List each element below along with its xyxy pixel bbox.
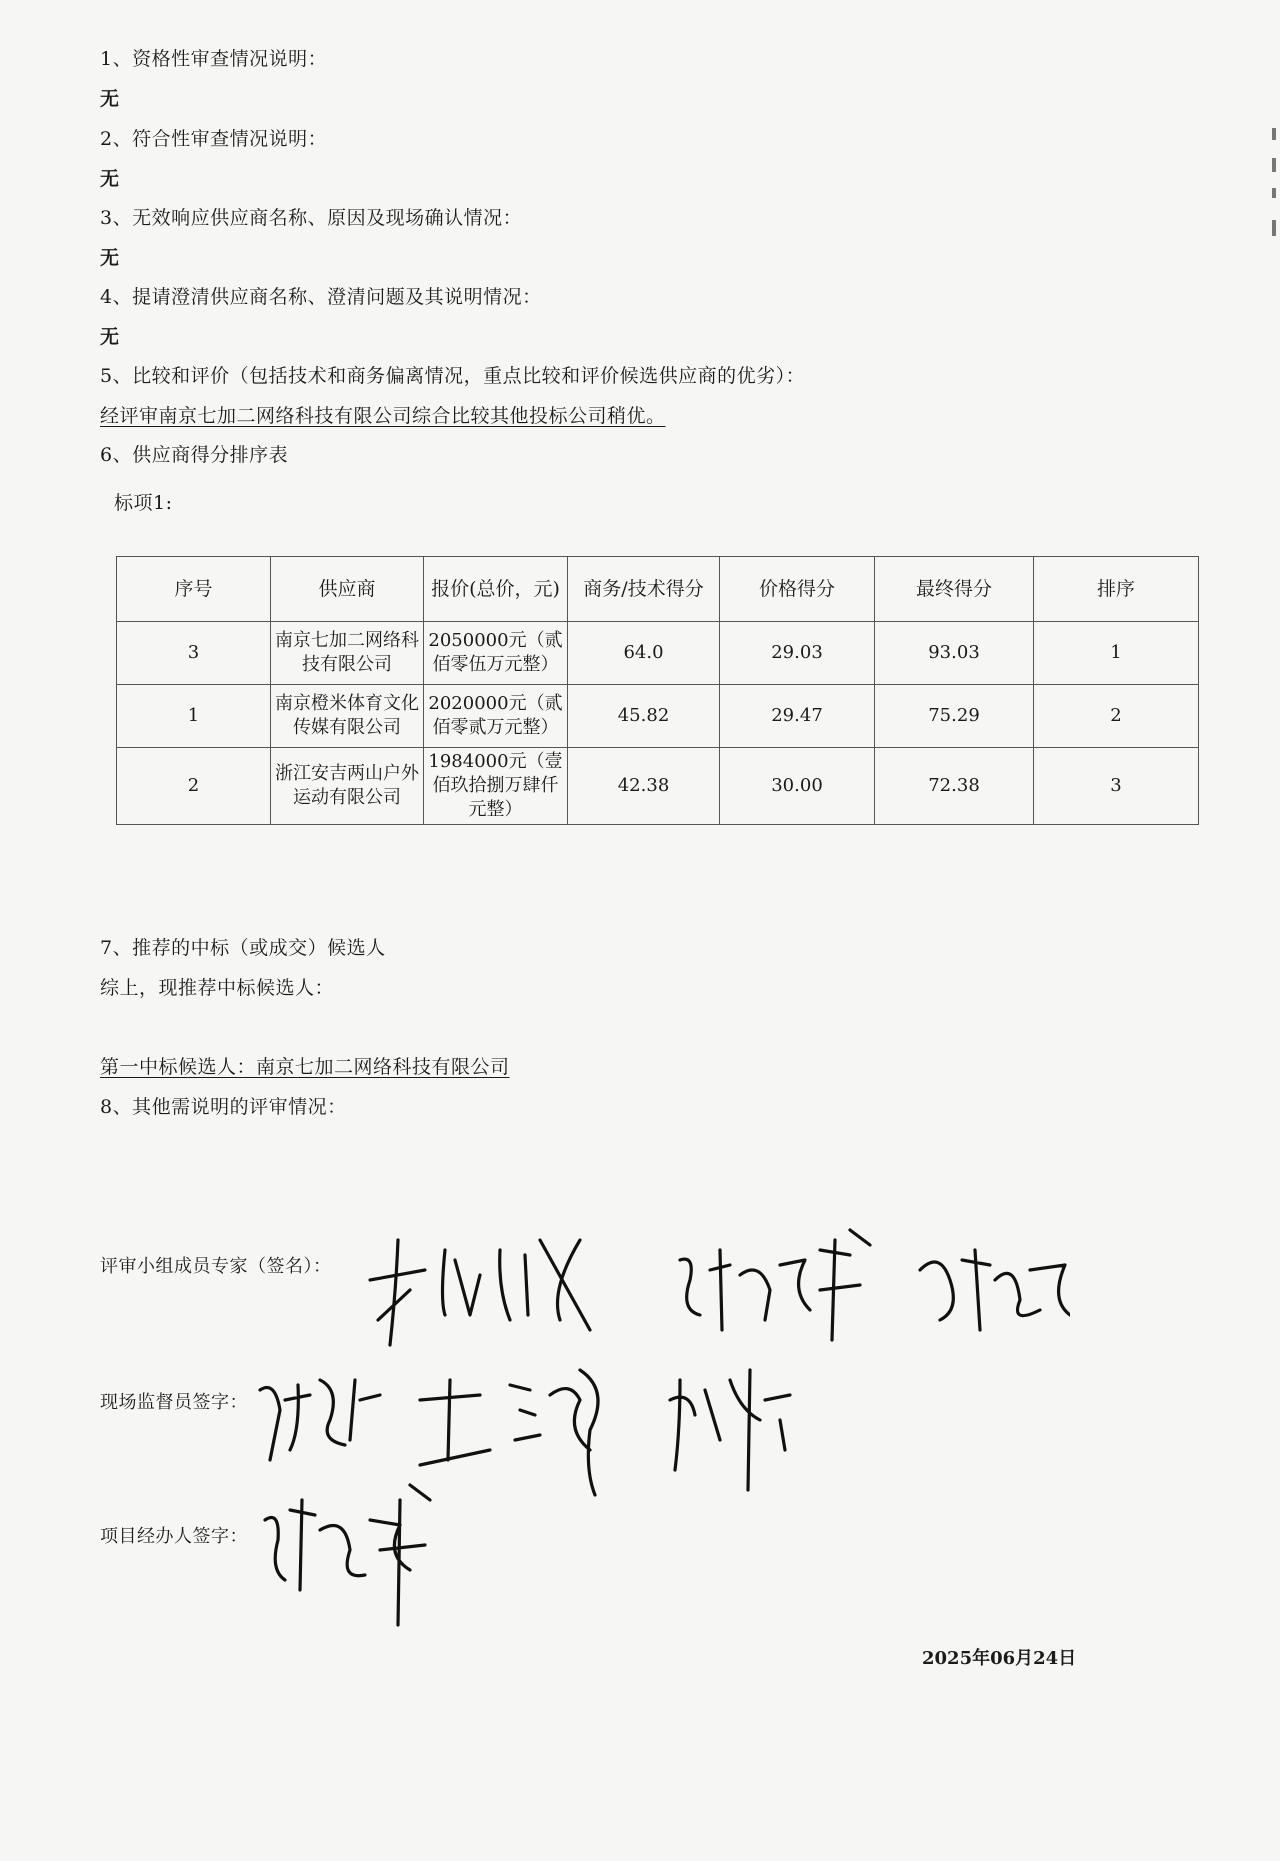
manager-signature-label: 项目经办人签字： [100,1526,248,1547]
cell-price-score: 29.47 [720,685,875,748]
section-3-answer: 无 [100,247,120,269]
section-5-answer: 经评审南京七加二网络科技有限公司综合比较其他投标公司稍优。 [100,405,666,427]
section-7-heading: 7、推荐的中标（或成交）候选人 [100,937,386,959]
cell-rank: 1 [1034,622,1199,685]
section-4-heading: 4、提请澄清供应商名称、澄清问题及其说明情况： [100,286,542,308]
cell-final-score: 72.38 [875,748,1034,825]
expert-signatures-image [350,1220,1070,1350]
cell-no: 3 [117,622,271,685]
section-8-heading: 8、其他需说明的评审情况： [100,1096,347,1118]
header-price-score: 价格得分 [720,557,875,622]
table-row [117,685,1199,748]
header-rank: 排序 [1034,557,1199,622]
table-row [117,622,1199,685]
cell-price: 2050000元（贰佰零伍万元整） [424,622,568,685]
section-7-intro: 综上，现推荐中标候选人： [100,977,335,999]
score-ranking-table [116,556,1199,825]
header-final-score: 最终得分 [875,557,1034,622]
cell-no: 1 [117,685,271,748]
winning-candidate: 第一中标候选人：南京七加二网络科技有限公司 [100,1056,510,1078]
table-row [117,748,1199,825]
supervisor-signatures-image [250,1340,830,1500]
cell-price: 1984000元（壹佰玖拾捌万肆仟元整） [424,748,568,825]
cell-tech-score: 45.82 [568,685,720,748]
cell-supplier: 南京橙米体育文化传媒有限公司 [271,685,424,748]
section-5-heading: 5、比较和评价（包括技术和商务偏离情况，重点比较和评价候选供应商的优劣）： [100,365,806,387]
supervisor-signature-label: 现场监督员签字： [100,1392,248,1413]
header-no: 序号 [117,557,271,622]
cell-final-score: 75.29 [875,685,1034,748]
document-date: 2025年06月24日 [922,1648,1077,1669]
cell-rank: 2 [1034,685,1199,748]
cell-supplier: 浙江安吉两山户外运动有限公司 [271,748,424,825]
lot-label: 标项1: [114,492,173,514]
header-supplier: 供应商 [271,557,424,622]
cell-rank: 3 [1034,748,1199,825]
section-6-heading: 6、供应商得分排序表 [100,444,289,466]
cell-price-score: 30.00 [720,748,875,825]
cell-tech-score: 42.38 [568,748,720,825]
experts-signature-label: 评审小组成员专家（签名）： [100,1256,332,1277]
manager-signature-image [250,1480,440,1630]
cell-price: 2020000元（贰佰零贰万元整） [424,685,568,748]
section-1-answer: 无 [100,88,120,110]
section-3-heading: 3、无效响应供应商名称、原因及现场确认情况： [100,207,523,229]
scan-edge-mark [1272,128,1278,248]
cell-final-score: 93.03 [875,622,1034,685]
cell-price-score: 29.03 [720,622,875,685]
cell-no: 2 [117,748,271,825]
cell-tech-score: 64.0 [568,622,720,685]
header-price: 报价(总价，元) [424,557,568,622]
header-tech-score: 商务/技术得分 [568,557,720,622]
section-1-heading: 1、资格性审查情况说明： [100,48,328,70]
section-2-answer: 无 [100,168,120,190]
section-2-heading: 2、符合性审查情况说明： [100,128,328,150]
cell-supplier: 南京七加二网络科技有限公司 [271,622,424,685]
table-header-row [117,557,1199,622]
section-4-answer: 无 [100,326,120,348]
